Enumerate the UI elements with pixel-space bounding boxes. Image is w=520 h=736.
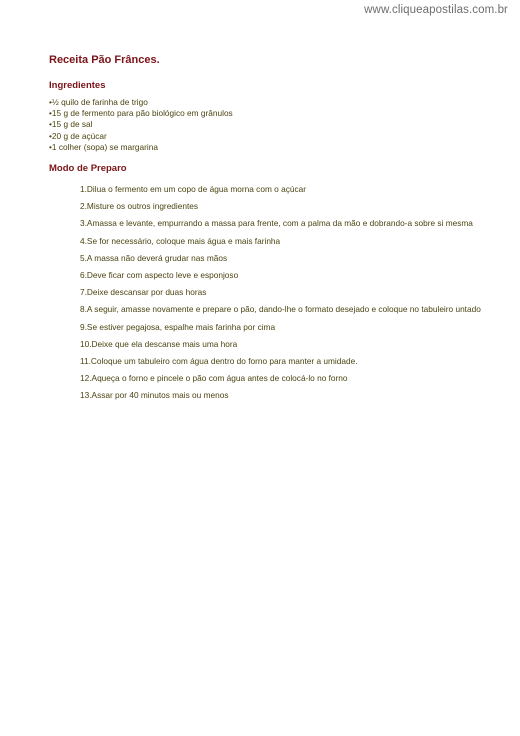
- step-item: 11.Coloque um tabuleiro com água dentro do forno para manter a umidade.: [80, 355, 358, 366]
- ingredient-item: •15 g de fermento para pão biológico em grânulos: [49, 108, 233, 119]
- ingredient-item: •20 g de açúcar: [49, 130, 107, 141]
- recipe-title: Receita Pão Frânces.: [49, 54, 160, 66]
- ingredients-heading: Ingredientes: [49, 80, 106, 91]
- ingredient-item: •1 colher (sopa) se margarina: [49, 141, 158, 152]
- step-item: 7.Deixe descansar por duas horas: [80, 287, 207, 298]
- step-item: 5.A massa não deverá grudar nas mãos: [80, 252, 228, 263]
- step-item: 12.Aqueça o forno e pincele o pão com água antes de colocá-lo no forno: [80, 373, 348, 384]
- step-item: 4.Se for necessário, coloque mais água e mais farinha: [80, 235, 281, 246]
- step-item: 3.Amassa e levante, empurrando a massa para frente, com a palma da mão e dobrando-a sobre si mesma: [80, 218, 473, 229]
- step-item: 6.Deve ficar com aspecto leve e esponjoso: [80, 269, 239, 280]
- site-url[interactable]: www.cliqueapostilas.com.br: [364, 4, 508, 16]
- step-item: 10.Deixe que ela descanse mais uma hora: [80, 338, 238, 349]
- method-heading: Modo de Preparo: [49, 163, 127, 174]
- step-item: 13.Assar por 40 minutos mais ou menos: [80, 390, 229, 401]
- method-steps: [80, 184, 500, 407]
- step-item: 8.A seguir, amasse novamente e prepare o pão, dando-lhe o formato desejado e coloque no tabuleiro untado: [80, 304, 481, 315]
- step-item: 9.Se estiver pegajosa, espalhe mais farinha por cima: [80, 321, 276, 332]
- ingredient-list: [49, 97, 233, 153]
- step-item: 2.Misture os outros ingredientes: [80, 201, 199, 212]
- ingredient-item: •15 g de sal: [49, 119, 93, 130]
- step-item: 1.Dilua o fermento em um copo de água morna com o açúcar: [80, 184, 306, 194]
- ingredient-item: •½ quilo de farinha de trigo: [49, 97, 148, 107]
